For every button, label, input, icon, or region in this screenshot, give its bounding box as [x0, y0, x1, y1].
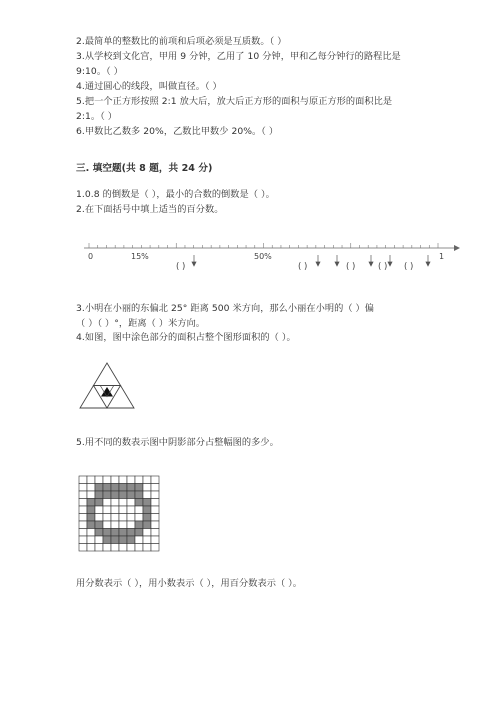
- grid-cell: [119, 521, 127, 529]
- grid-cell: [87, 536, 95, 544]
- grid-cell: [119, 491, 127, 499]
- question-3-line-1: 3.小明在小丽的东偏北 25° 距离 500 米方向，那么小丽在小明的（ ）偏: [76, 303, 375, 314]
- grid-cell: [143, 506, 151, 514]
- grid-cell: [127, 514, 135, 522]
- number-line-arrow: [454, 245, 460, 251]
- grid-cell: [103, 536, 111, 544]
- grid-cell: [87, 491, 95, 499]
- grid-cell: [143, 544, 151, 552]
- judgement-line-3-cont: 9:10。（ ）: [76, 66, 123, 77]
- grid-cell: [95, 544, 103, 552]
- grid-cell: [127, 529, 135, 537]
- grid-cell: [127, 491, 135, 499]
- grid-cell: [111, 521, 119, 529]
- triangle-figure: [72, 358, 142, 418]
- grid-cell: [111, 506, 119, 514]
- grid-cell: [151, 476, 159, 484]
- judgement-line-3: 3.从学校到文化宫，甲用 9 分钟，乙用了 10 分钟，甲和乙每分钟行的路程比是: [76, 51, 401, 62]
- grid-cell: [143, 536, 151, 544]
- judgement-line-5-cont: 2:1。（ ）: [76, 111, 118, 122]
- grid-cell: [151, 536, 159, 544]
- grid-cell: [111, 529, 119, 537]
- grid-cell: [135, 529, 143, 537]
- grid-cell: [135, 484, 143, 492]
- grid-cell: [135, 536, 143, 544]
- grid-cell: [135, 476, 143, 484]
- question-4: 4.如图，图中涂色部分的面积占整个图形面积的（ ）。: [76, 332, 296, 343]
- question-5: 5.用不同的数表示图中阴影部分占整幅图的多少。: [76, 437, 279, 448]
- label-1: 1: [439, 252, 445, 261]
- grid-cell: [103, 491, 111, 499]
- grid-cell: [127, 484, 135, 492]
- grid-cell: [103, 484, 111, 492]
- grid-cell: [143, 521, 151, 529]
- grid-cell: [103, 476, 111, 484]
- grid-cell: [151, 544, 159, 552]
- down-arrow: [192, 255, 430, 266]
- grid-cell: [127, 476, 135, 484]
- grid-cell: [95, 491, 103, 499]
- shaded-triangle: [101, 387, 113, 397]
- grid-cell: [127, 521, 135, 529]
- grid-cell: [119, 484, 127, 492]
- grid-cell: [111, 491, 119, 499]
- grid-cell: [111, 514, 119, 522]
- grid-cell: [135, 499, 143, 507]
- grid-cell: [151, 491, 159, 499]
- grid-cell: [87, 499, 95, 507]
- grid-cell: [127, 544, 135, 552]
- grid-cell: [119, 529, 127, 537]
- grid-cell: [95, 506, 103, 514]
- grid-cell: [151, 506, 159, 514]
- question-2: 2.在下面括号中填上适当的百分数。: [76, 204, 224, 215]
- grid-cell: [95, 484, 103, 492]
- grid-cell: [103, 529, 111, 537]
- grid-cell: [103, 544, 111, 552]
- grid-cell: [87, 484, 95, 492]
- grid-cell: [79, 476, 87, 484]
- grid-cell: [79, 506, 87, 514]
- grid-cell: [103, 521, 111, 529]
- grid-cell: [143, 499, 151, 507]
- grid-cell: [127, 536, 135, 544]
- grid-cell: [143, 484, 151, 492]
- grid-cell: [143, 476, 151, 484]
- number-line-ticks: [89, 243, 438, 248]
- label-0: 0: [88, 252, 94, 261]
- blank-2[interactable]: ( ): [298, 262, 308, 272]
- label-15: 15%: [131, 252, 149, 261]
- grid-cell: [103, 506, 111, 514]
- label-50: 50%: [254, 252, 272, 261]
- grid-cell: [151, 529, 159, 537]
- grid-cell: [87, 476, 95, 484]
- grid-cell: [127, 499, 135, 507]
- grid-cell: [119, 544, 127, 552]
- question-3-line-2: （ ）（ ）°，距离（ ）米方向。: [76, 318, 206, 329]
- grid-cell: [119, 499, 127, 507]
- grid-cell: [119, 476, 127, 484]
- grid-cell: [119, 536, 127, 544]
- judgement-line-5: 5.把一个正方形按照 2:1 放大后，放大后正方形的面积与原正方形的面积比是: [76, 96, 393, 107]
- grid-cell: [95, 529, 103, 537]
- grid-cell: [79, 544, 87, 552]
- blank-4[interactable]: ( ): [378, 262, 388, 272]
- grid-cell: [119, 514, 127, 522]
- grid-cell: [79, 536, 87, 544]
- question-1: 1.0.8 的倒数是（ ），最小的合数的倒数是（ ）。: [76, 189, 275, 200]
- blank-3[interactable]: ( ): [346, 262, 356, 272]
- blank-5[interactable]: ( ): [404, 262, 414, 272]
- grid-cell: [87, 521, 95, 529]
- grid-cell: [135, 514, 143, 522]
- grid-cell: [95, 514, 103, 522]
- grid-cell: [79, 529, 87, 537]
- grid-cell: [119, 506, 127, 514]
- grid-cell: [111, 476, 119, 484]
- grid-cell: [143, 514, 151, 522]
- grid-cell: [111, 544, 119, 552]
- grid-cell: [103, 514, 111, 522]
- grid-cell: [151, 499, 159, 507]
- grid-cell: [151, 521, 159, 529]
- grid-cell: [79, 491, 87, 499]
- grid-cell: [79, 484, 87, 492]
- grid-cell: [87, 514, 95, 522]
- judgement-line-4: 4.通过圆心的线段，叫做直径。（ ）: [76, 81, 222, 92]
- question-5-answer: 用分数表示（ ），用小数表示（ ），用百分数表示（ ）。: [76, 578, 303, 589]
- shaded-grid-figure: [78, 475, 168, 553]
- grid-cell: [111, 484, 119, 492]
- grid-cell: [103, 499, 111, 507]
- grid-cell: [87, 529, 95, 537]
- grid-cell: [151, 514, 159, 522]
- grid-cell: [87, 544, 95, 552]
- grid-cell: [95, 521, 103, 529]
- grid-cell: [151, 484, 159, 492]
- grid-cell: [135, 506, 143, 514]
- grid-cell: [79, 499, 87, 507]
- grid-cell: [111, 499, 119, 507]
- judgement-line-2: 2.最简单的整数比的前项和后项必须是互质数。（ ）: [76, 36, 287, 47]
- grid-cell: [143, 491, 151, 499]
- grid-cell: [95, 536, 103, 544]
- grid-cell: [95, 476, 103, 484]
- grid-cell: [135, 491, 143, 499]
- grid-cell: [127, 506, 135, 514]
- grid-cell: [95, 499, 103, 507]
- grid-cell: [135, 521, 143, 529]
- grid-cell: [87, 506, 95, 514]
- grid-cell: [79, 521, 87, 529]
- grid-cell: [111, 536, 119, 544]
- blank-1[interactable]: ( ): [176, 262, 186, 272]
- grid-cell: [143, 529, 151, 537]
- grid-cell: [135, 544, 143, 552]
- judgement-line-6: 6.甲数比乙数多 20%，乙数比甲数少 20%。（ ）: [76, 126, 279, 137]
- section-title: 三. 填空题(共 8 题，共 24 分): [76, 163, 213, 174]
- grid-cell: [79, 514, 87, 522]
